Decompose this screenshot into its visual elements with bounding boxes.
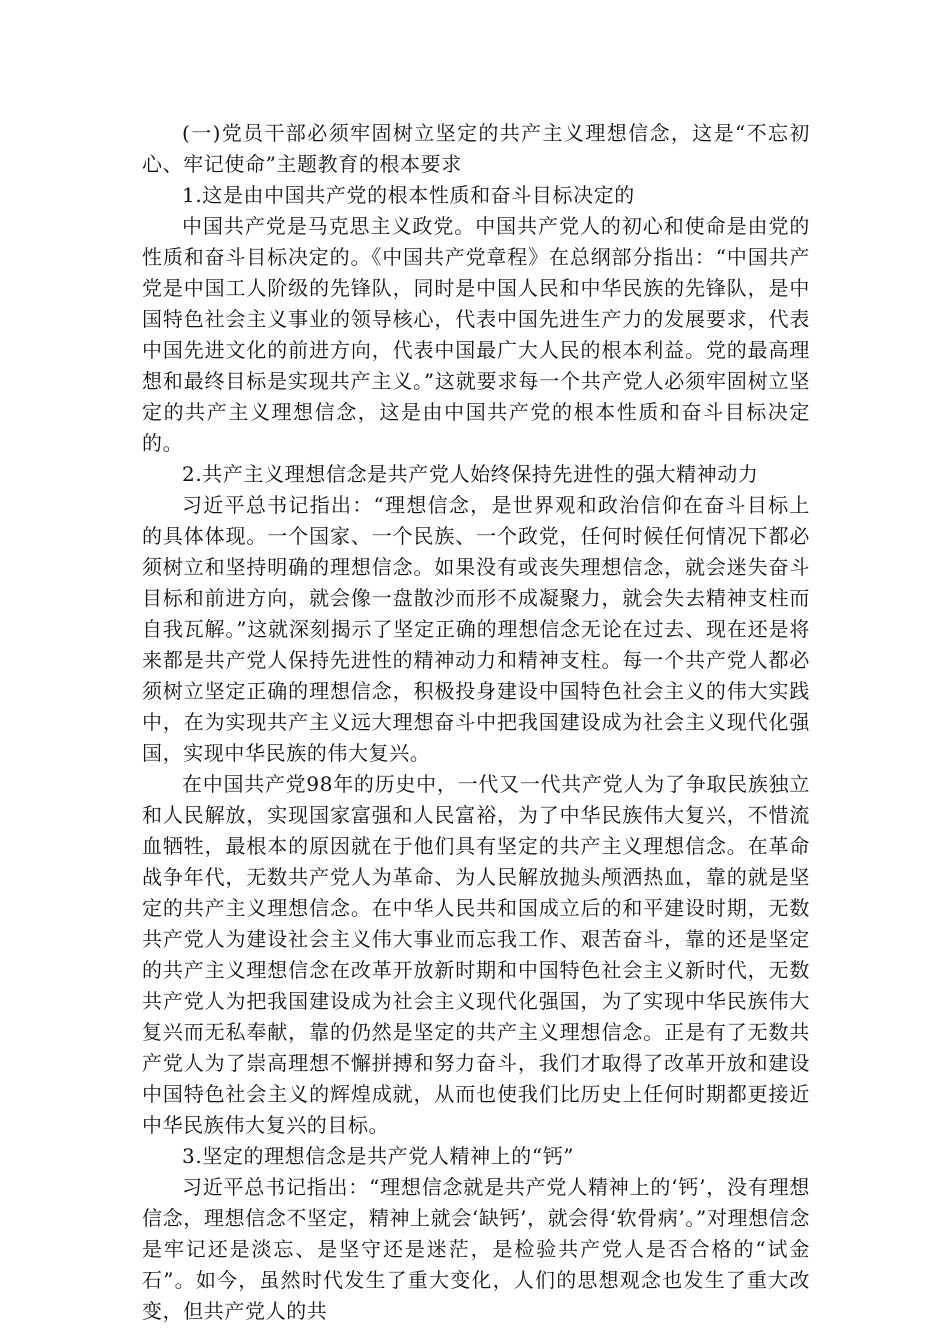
- subsection-1-title: 1.这是由中国共产党的根本性质和奋斗目标决定的: [182, 183, 635, 207]
- document-page: [142, 118, 810, 1327]
- subsection-1-paragraph-1: 中国共产党是马克思主义政党。中国共产党人的初心和使命是由党的性质和奋斗目标决定的。《中国共产党章程》在总纲部分指出：“中国共产党是中国工人阶级的先锋队，同时是中国人民和中华民族的先锋队，是中国特色社会主义事业的领导核心，代表中国先进生产力的发展要求，代表中国先进文化的前进方向，代表中国最广大人民的根本利益。党的最高理想和最终目标是实现共产主义。”这就要求每一个共产党人必须牢固树立坚定的共产主义理想信念，这是由中国共产党的根本性质和奋斗目标决定的。: [142, 214, 810, 455]
- subsection-2-title: 2.共产主义理想信念是共产党人始终保持先进性的强大精神动力: [182, 462, 759, 486]
- subsection-3-paragraph-1: 习近平总书记指出：“理想信念就是共产党人精神上的‘钙’，没有理想信念，理想信念不坚定，精神上就会‘缺钙’，就会得‘软骨病’。”对理想信念是牢记还是淡忘、是坚守还是迷茫，是检验共产党人是否合格的“试金石”。如今，虽然时代发生了重大变化，人们的思想观念也发生了重大改变，但共产党人的共: [142, 1175, 810, 1323]
- section-heading: (一)党员干部必须牢固树立坚定的共产主义理想信念，这是“不忘初心、牢记使命”主题教育的根本要求: [142, 121, 810, 176]
- subsection-3-title: 3.坚定的理想信念是共产党人精神上的“钙”: [182, 1144, 575, 1168]
- subsection-2-paragraph-1: 习近平总书记指出：“理想信念，是世界观和政治信仰在奋斗目标上的具体体现。一个国家、一个民族、一个政党，任何时候任何情况下都必须树立和坚持明确的理想信念。如果没有或丧失理想信念，就会迷失奋斗目标和前进方向，就会像一盘散沙而形不成凝聚力，就会失去精神支柱而自我瓦解。”这就深刻揭示了坚定正确的理想信念无论在过去、现在还是将来都是共产党人保持先进性的精神动力和精神支柱。每一个共产党人都必须树立坚定正确的理想信念，积极投身建设中国特色社会主义的伟大实践中，在为实现共产主义远大理想奋斗中把我国建设成为社会主义现代化强国，实现中华民族的伟大复兴。: [142, 493, 810, 765]
- subsection-2-paragraph-2: 在中国共产党98年的历史中，一代又一代共产党人为了争取民族独立和人民解放，实现国家富强和人民富裕，为了中华民族伟大复兴，不惜流血牺牲，最根本的原因就在于他们具有坚定的共产主义理想信念。在革命战争年代，无数共产党人为革命、为人民解放抛头颅洒热血，靠的就是坚定的共产主义理想信念。在中华人民共和国成立后的和平建设时期，无数共产党人为建设社会主义伟大事业而忘我工作、艰苦奋斗，靠的还是坚定的共产主义理想信念在改革开放新时期和中国特色社会主义新时代，无数共产党人为把我国建设成为社会主义现代化强国，为了实现中华民族伟大复兴而无私奉献，靠的仍然是坚定的共产主义理想信念。正是有了无数共产党人为了崇高理想不懈拼搏和努力奋斗，我们才取得了改革开放和建设中国特色社会主义的辉煌成就，从而也使我们比历史上任何时期都更接近中华民族伟大复兴的目标。: [142, 772, 810, 1137]
